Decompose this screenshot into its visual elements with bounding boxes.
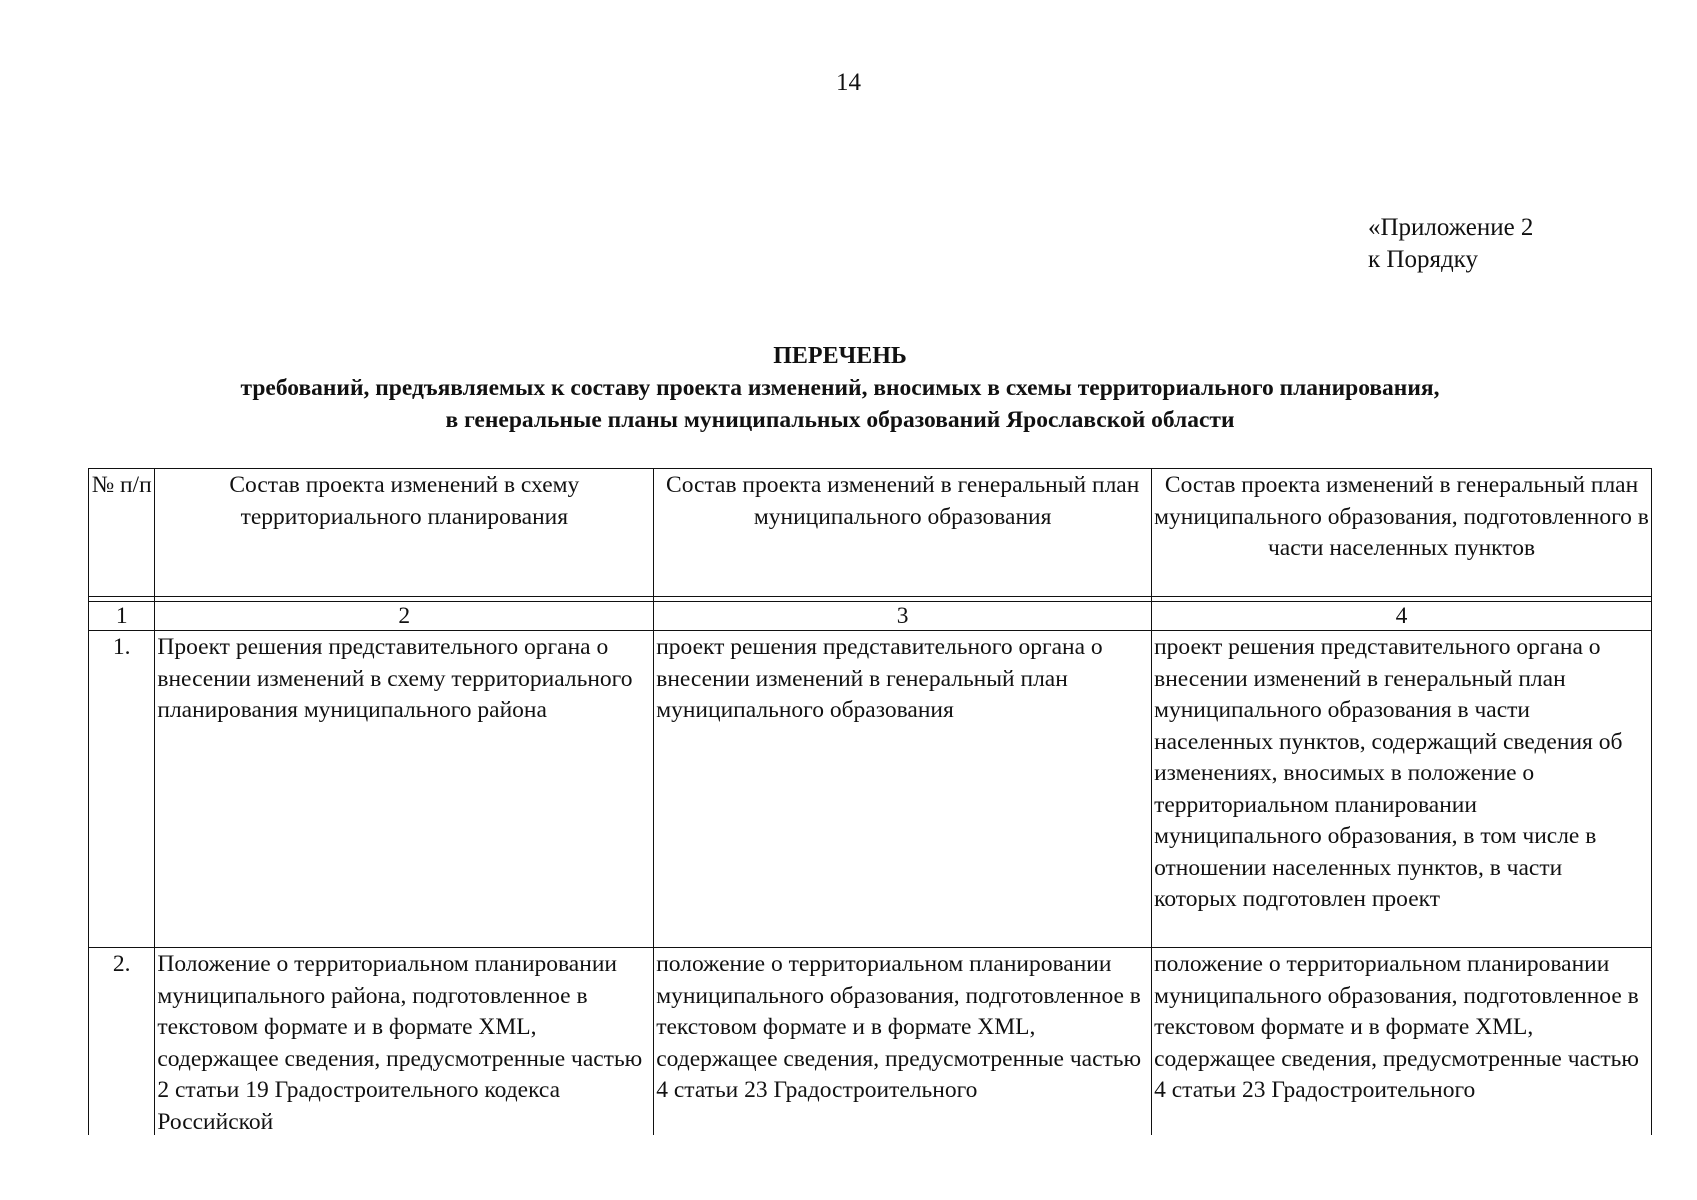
header-number: № п/п [89,469,155,597]
appendix-line-2: к Порядку [1368,246,1478,273]
appendix-reference [1368,212,1533,276]
requirements-table [88,468,1652,1135]
cell-territorial-scheme: Положение о территориальном планировании муниципального района, подготовленное в текстовом формате и в формате XML, содержащее сведения, предусмотренные частью 2 статьи 19 Градостроительного кодекса Российской [155,948,654,1136]
title-heading: ПЕРЕЧЕНЬ [773,343,907,369]
column-number: 2 [155,602,654,631]
document-title [90,340,1590,436]
row-number: 2. [89,948,155,1136]
title-line-2: в генеральные планы муниципальных образований Ярославской области [445,407,1235,433]
cell-general-plan: проект решения представительного органа о внесении изменений в генеральный план муниципального образования [654,631,1152,948]
header-general-plan: Состав проекта изменений в генеральный план муниципального образования [654,469,1152,597]
title-line-1: требований, предъявляемых к составу проекта изменений, вносимых в схемы территориального планирования, [240,375,1440,401]
cell-territorial-scheme: Проект решения представительного органа о внесении изменений в схему территориального планирования муниципального района [155,631,654,948]
cell-general-plan-settlements: положение о территориальном планировании муниципального образования, подготовленное в текстовом формате и в формате XML, содержащее сведения, предусмотренные частью 4 статьи 23 Градостроительного [1152,948,1652,1136]
column-number: 4 [1152,602,1652,631]
header-general-plan-settlements: Состав проекта изменений в генеральный план муниципального образования, подготовленного в части населенных пунктов [1152,469,1652,597]
column-number-row [89,602,1652,631]
requirements-table-container [88,468,1652,1135]
table-row [89,631,1652,948]
cell-general-plan-settlements: проект решения представительного органа о внесении изменений в генеральный план муниципального образования в части населенных пунктов, содержащий сведения об изменениях, вносимых в положение о территориальном планировании муниципального образования, в том числе в отношении населенных пунктов, в части которых подготовлен проект [1152,631,1652,948]
table-header-row [89,469,1652,597]
cell-general-plan: положение о территориальном планировании муниципального образования, подготовленное в текстовом формате и в формате XML, содержащее сведения, предусмотренные частью 4 статьи 23 Градостроительного [654,948,1152,1136]
page-number: 14 [836,69,861,96]
header-territorial-scheme: Состав проекта изменений в схему территориального планирования [155,469,654,597]
table-row [89,948,1652,1136]
appendix-line-1: «Приложение 2 [1368,214,1534,241]
column-number: 3 [654,602,1152,631]
row-number: 1. [89,631,155,948]
column-number: 1 [89,602,155,631]
